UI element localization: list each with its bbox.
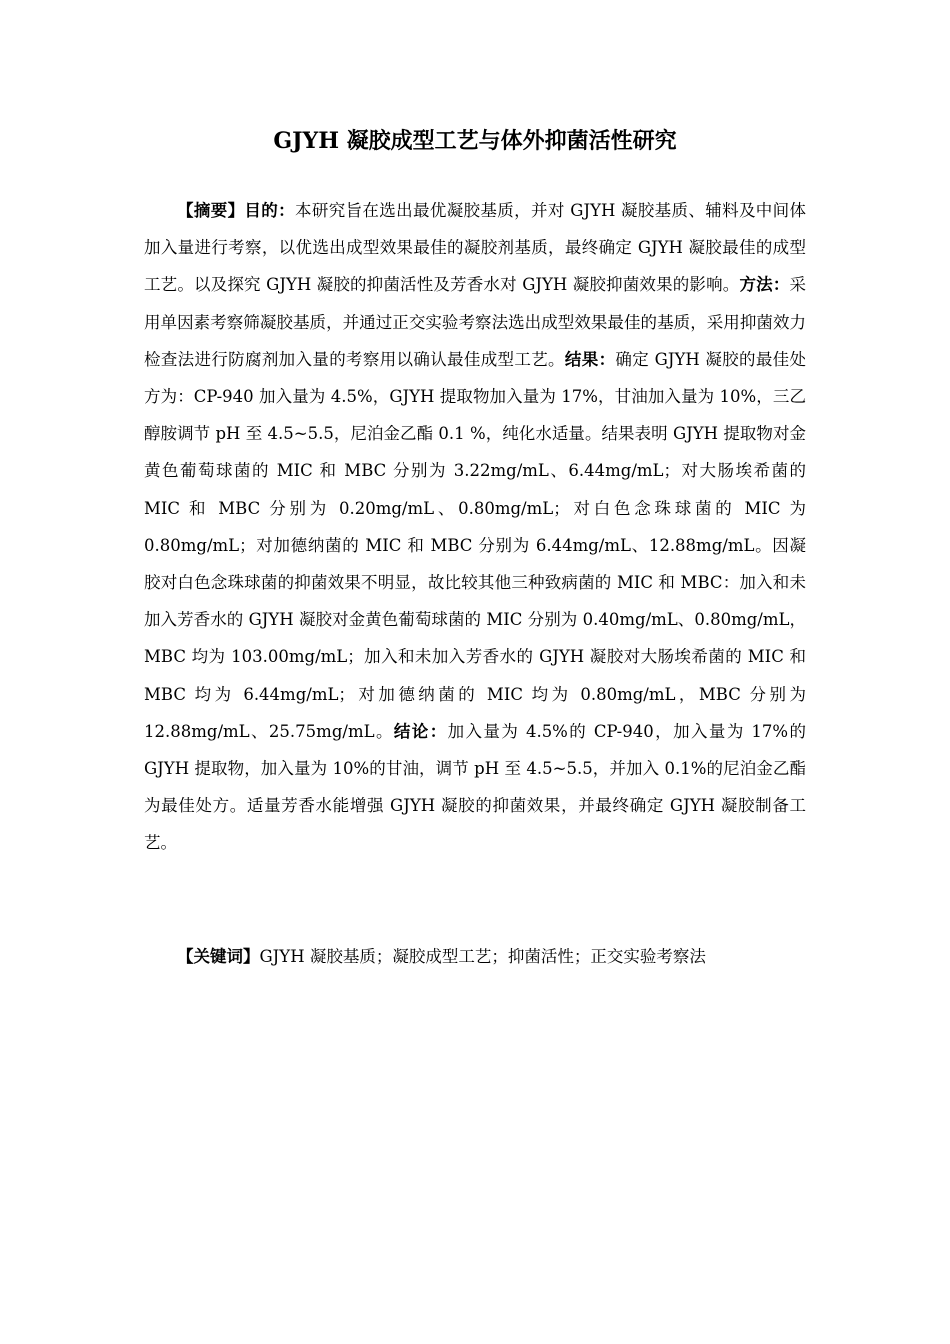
abstract-paragraph — [144, 192, 806, 862]
result-text: 确定 GJYH 凝胶的最佳处方为：CP-940 加入量为 4.5%，GJYH 提取物加入量为 17%，甘油加入量为 10%，三乙醇胺调节 pH 至 4.5~5.5，尼泊金乙酯 0.1 %，纯化水适量。结果表明 GJYH 提取物对金黄色葡萄球菌的 MIC 和 MBC 分别为 3.22mg/mL、6.44mg/mL；对大肠埃希菌的 MIC 和 MBC 分别为 0.20mg/mL、0.80mg/mL；对白色念珠球菌的 MIC 为 0.80mg/mL；对加德纳菌的 MIC 和 MBC 分别为 6.44mg/mL、12.88mg/mL。因凝胶对白色念珠球菌的抑菌效果不明显，故比较其他三种致病菌的 MIC 和 MBC：加入和未加入芳香水的 GJYH 凝胶对金黄色葡萄球菌的 MIC 分别为 0.40mg/mL、0.80mg/mL，MBC 均为 103.00mg/mL；加入和未加入芳香水的 GJYH 凝胶对大肠埃希菌的 MIC 和 MBC 均为 6.44mg/mL；对加德纳菌的 MIC 均为 0.80mg/mL，MBC 分别为 12.88mg/mL、25.75mg/mL。 — [144, 349, 807, 741]
conclusion-text: 加入量为 4.5%的 CP-940，加入量为 17%的 GJYH 提取物，加入量为 10%的甘油，调节 pH 至 4.5~5.5，并加入 0.1%的尼泊金乙酯为最佳处方。适量芳香水能增强 GJYH 凝胶的抑菌效果，并最终确定 GJYH 凝胶制备工艺。 — [144, 721, 806, 853]
purpose-label: 目的： — [244, 201, 295, 220]
result-label: 结果： — [564, 349, 616, 369]
purpose-text: 本研究旨在选出最优凝胶基质，并对 GJYH 凝胶基质、辅料及中间体加入量进行考察，以优选出成型效果最佳的凝胶剂基质，最终确定 GJYH 凝胶最佳的成型工艺。以及探究 GJYH 凝胶的抑菌活性及芳香水对 GJYH 凝胶抑菌效果的影响。 — [144, 201, 807, 295]
keywords-text: GJYH 凝胶基质；凝胶成型工艺；抑菌活性；正交实验考察法 — [259, 947, 706, 966]
method-text: 采用单因素考察筛凝胶基质，并通过正交实验考察法选出成型效果最佳的基质，采用抑菌效力检查法进行防腐剂加入量的考察用以确认最佳成型工艺。 — [144, 275, 806, 369]
document-page — [144, 0, 806, 1344]
method-label: 方法： — [739, 275, 790, 295]
conclusion-label: 结论： — [393, 721, 448, 741]
keywords-paragraph — [144, 938, 806, 975]
keywords-label: 【关键词】 — [177, 947, 260, 966]
paper-title: GJYH 凝胶成型工艺与体外抑菌活性研究 — [273, 128, 677, 154]
abstract-label: 【摘要】 — [177, 201, 245, 220]
